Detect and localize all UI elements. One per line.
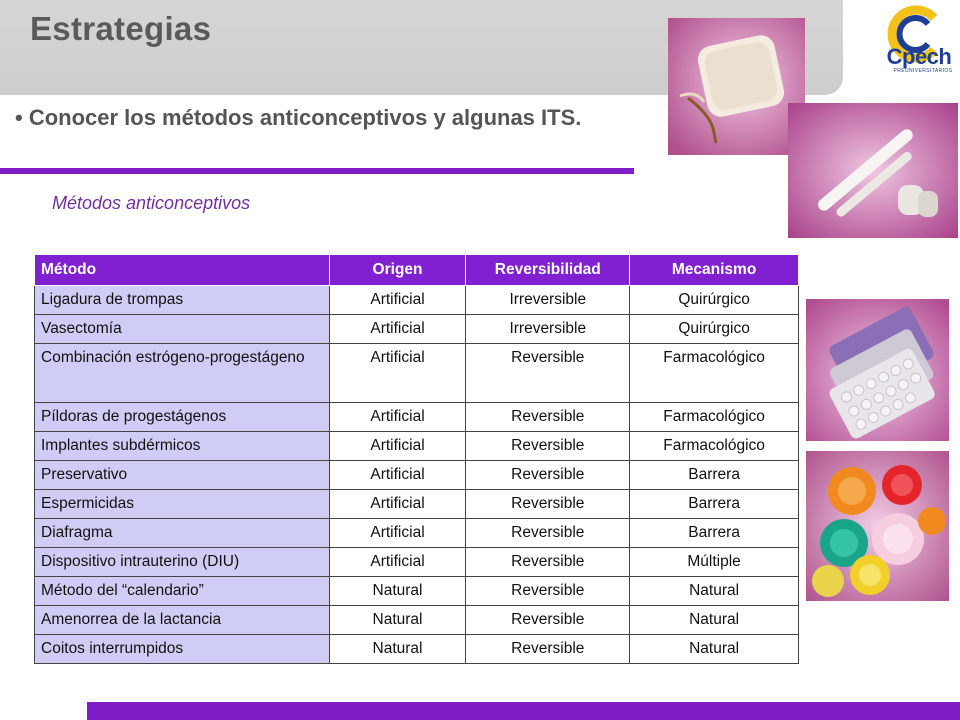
mechanism-cell: Natural [630,635,799,664]
table-row [35,490,799,519]
mechanism-cell: Natural [630,606,799,635]
reversibility-cell: Irreversible [466,315,630,344]
table-row [35,461,799,490]
table-row [35,606,799,635]
contraceptive-methods-table [34,254,799,664]
table-row [35,432,799,461]
table-row [35,403,799,432]
method-cell: Preservativo [35,461,330,490]
table-header-row [35,255,799,286]
reversibility-cell: Irreversible [466,286,630,315]
table-row [35,286,799,315]
pill-blister-photo [806,299,949,441]
reversibility-cell: Reversible [466,548,630,577]
header-metodo: Método [35,255,330,286]
mechanism-cell: Barrera [630,490,799,519]
diaphragm-iud-photo [668,18,805,155]
origin-cell: Artificial [329,315,466,344]
mechanism-cell: Farmacológico [630,432,799,461]
footer-bar [87,702,960,720]
table-row [35,519,799,548]
mechanism-cell: Natural [630,577,799,606]
applicators-photo [788,103,958,238]
origin-cell: Artificial [329,490,466,519]
section-subtitle: Métodos anticonceptivos [52,193,251,213]
logo-text: Cpech [886,44,952,69]
header-mecanismo: Mecanismo [630,255,799,286]
origin-cell: Artificial [329,461,466,490]
reversibility-cell: Reversible [466,432,630,461]
origin-cell: Natural [329,635,466,664]
table-row [35,577,799,606]
reversibility-cell: Reversible [466,403,630,432]
method-cell: Píldoras de progestágenos [35,403,330,432]
origin-cell: Artificial [329,548,466,577]
method-cell: Diafragma [35,519,330,548]
origin-cell: Artificial [329,403,466,432]
origin-cell: Artificial [329,519,466,548]
method-cell: Dispositivo intrauterino (DIU) [35,548,330,577]
method-cell: Ligadura de trompas [35,286,330,315]
header-origen: Origen [329,255,466,286]
reversibility-cell: Reversible [466,461,630,490]
mechanism-cell: Barrera [630,519,799,548]
origin-cell: Artificial [329,286,466,315]
mechanism-cell: Múltiple [630,548,799,577]
reversibility-cell: Reversible [466,344,630,403]
method-cell: Amenorrea de la lactancia [35,606,330,635]
mechanism-cell: Quirúrgico [630,315,799,344]
condoms-photo [806,451,949,601]
method-cell: Método del “calendario” [35,577,330,606]
slide-title: Estrategias [30,10,212,47]
mechanism-cell: Barrera [630,461,799,490]
reversibility-cell: Reversible [466,577,630,606]
method-cell: Coitos interrumpidos [35,635,330,664]
method-cell: Combinación estrógeno-progestágeno [35,344,330,403]
method-cell: Vasectomía [35,315,330,344]
table-row [35,548,799,577]
origin-cell: Artificial [329,432,466,461]
table-row [35,635,799,664]
objective-bullet: • Conocer los métodos anticonceptivos y algunas ITS. [15,105,582,130]
logo-subtext: PREUNIVERSITARIOS [893,68,953,74]
divider [0,168,634,174]
table-row [35,344,799,403]
reversibility-cell: Reversible [466,635,630,664]
mechanism-cell: Quirúrgico [630,286,799,315]
method-cell: Espermicidas [35,490,330,519]
method-cell: Implantes subdérmicos [35,432,330,461]
mechanism-cell: Farmacológico [630,344,799,403]
mechanism-cell: Farmacológico [630,403,799,432]
header-reversibilidad: Reversibilidad [466,255,630,286]
table-row [35,315,799,344]
reversibility-cell: Reversible [466,519,630,548]
origin-cell: Natural [329,606,466,635]
reversibility-cell: Reversible [466,490,630,519]
origin-cell: Artificial [329,344,466,403]
reversibility-cell: Reversible [466,606,630,635]
origin-cell: Natural [329,577,466,606]
